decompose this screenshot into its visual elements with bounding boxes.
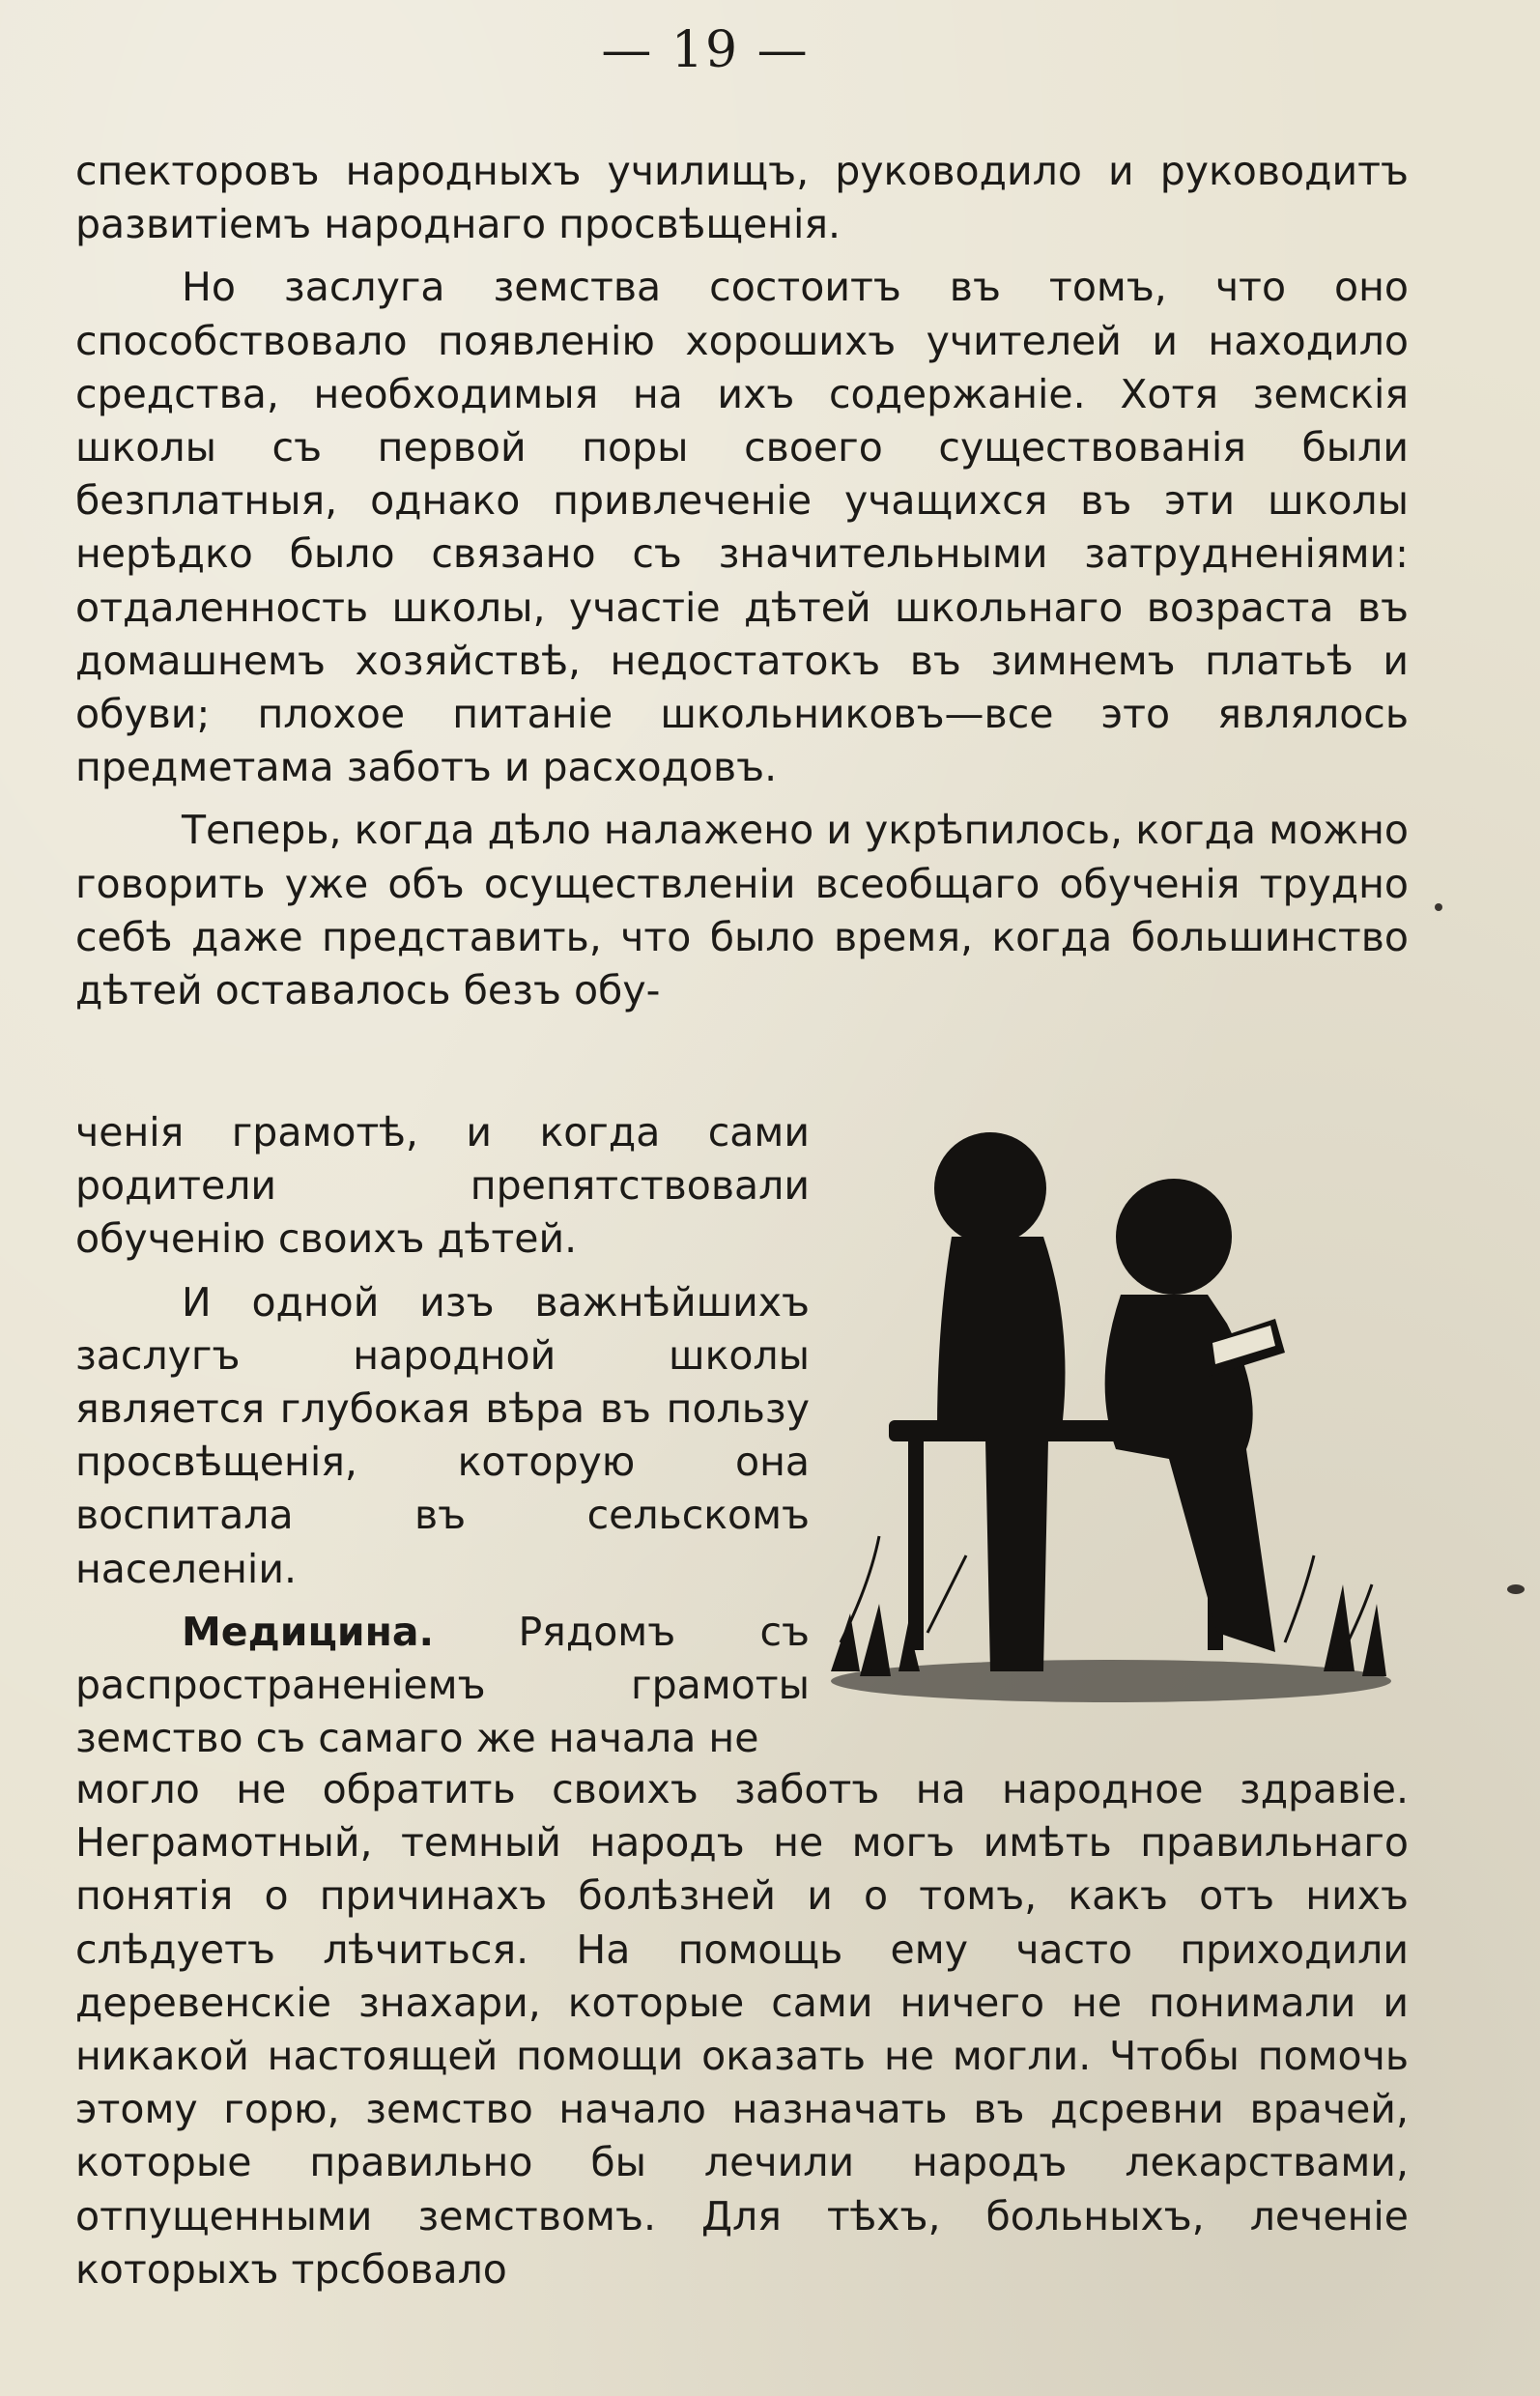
paragraph-faith: И одной изъ важнѣйшихъ заслугъ народной школы является глубокая вѣра въ пользу просвѣщенія, которую она воспитала въ сельскомъ населеніи. [75,1278,810,1592]
paragraph-now: Теперь, когда дѣло налажено и укрѣпилось, когда можно говорить уже объ осуществленіи всеобщаго обученія трудно себѣ даже представить, что было время, когда большинство дѣтей оставалось безъ обу- [75,807,1409,1014]
section-term-medicine: Медицина. [182,1608,435,1655]
paper-speck [1435,903,1442,911]
paragraph-zemstvo-merit: Но заслуга земства состоитъ въ томъ, что оно способствовало появленію хорошихъ учителей и находило средства, необходимыя на ихъ содержаніе. Хотя земскія школы съ первой поры своего существованія были безплатныя, однако привлеченіе учащихся въ эти школы нерѣдко было связано съ значительными затрудненіями: отдаленность школы, участіе дѣтей школьнаго возраста въ домашнемъ хозяйствѣ, недостатокъ въ зимнемъ платьѣ и обуви; плохое питаніе школьниковъ—все это являлось предметама заботъ и расходовъ. [75,264,1409,791]
bottom-text-block [75,1763,1409,2296]
top-text-block [75,145,1409,1017]
page-number: — 19 — [601,21,810,79]
paragraph-medicine-intro [75,1606,810,1766]
paragraph-continuation: спекторовъ народныхъ училищъ, руководило и руководитъ развитіемъ народнаго просвѣщенія. [75,148,1409,248]
children-reading-illustration [821,1130,1401,1710]
side-text-block [75,1106,810,1765]
medicine-intro-text: Рядомъ съ распространеніемъ грамоты земство съ самаго же начала не [75,1608,810,1762]
paragraph-literacy: ченія грамотѣ, и когда сами родители препятствовали обученію своихъ дѣтей. [75,1109,810,1263]
paper-speck [1507,1584,1525,1594]
paragraph-medicine: могло не обратить своихъ заботъ на народное здравіе. Неграмотный, темный народъ не могъ имѣть правильнаго понятія о причинахъ болѣзней и о томъ, какъ отъ нихъ слѣдуетъ лѣчиться. На помощь ему часто приходили деревенскіе знахари, которые сами ничего не понимали и никакой настоящей помощи оказать не могли. Чтобы помочь этому горю, земство начало назначать въ дсревни врачей, которые правильно бы лечили народъ лекарствами, отпущенными земствомъ. Для тѣхъ, больныхъ, леченіе которыхъ трсбовало [75,1766,1409,2293]
